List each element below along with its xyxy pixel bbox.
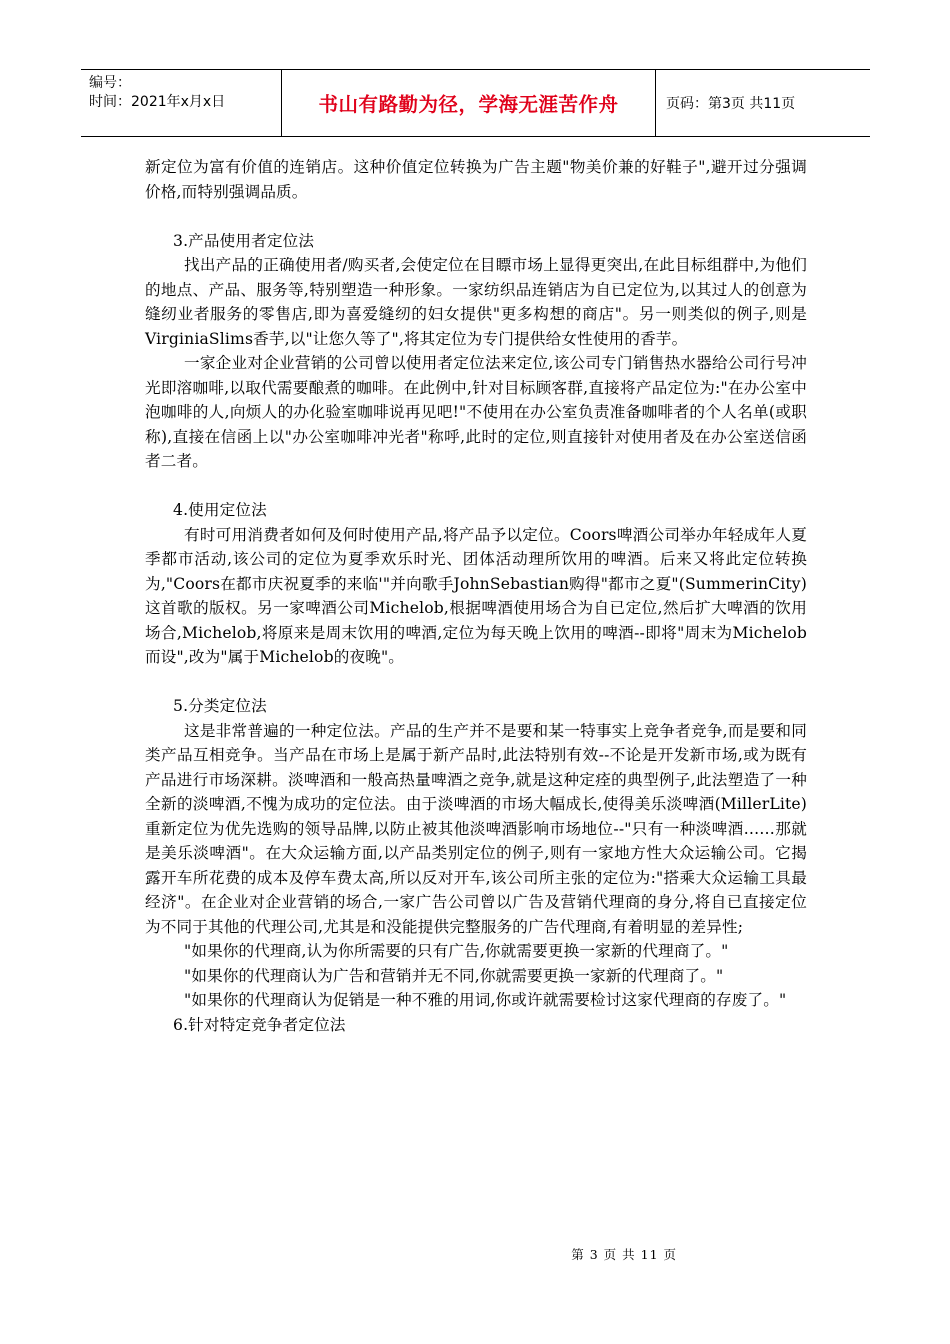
quote-paragraph: "如果你的代理商,认为你所需要的只有广告,你就需要更换一家新的代理商了。": [184, 942, 729, 960]
section-heading: 6.针对特定竞争者定位法: [173, 1015, 346, 1034]
motto-text: 书山有路勤为径，学海无涯苦作舟: [318, 93, 619, 116]
page-number: 第 3 页 共 11 页: [571, 1247, 677, 1262]
body-paragraph: 一家企业对企业营销的公司曾以使用者定位法来定位,该公司专门销售热水器给公司行号冲光即溶咖啡,以取代需要酿煮的咖啡。在此例中,针对目标顾客群,直接将产品定位为:"在办公室中泡咖啡的人,向烦人的办化验室咖啡说再见吧!"不使用在办公室负责准备咖啡者的个人名单(或职称),直接在信函上以"办公室咖啡冲光者"称呼,此时的定位,则直接针对使用者及在办公室送信函者二者。: [145, 354, 807, 470]
header-page-info: [656, 70, 870, 136]
document-date-label: 时间：2021年x月x日: [89, 94, 226, 110]
document-number-label: 编号：: [89, 75, 131, 91]
page-header: [81, 69, 870, 137]
body-paragraph: 这是非常普遍的一种定位法。产品的生产并不是要和某一特事实上竞争者竞争,而是要和同类产品互相竞争。当产品在市场上是属于新产品时,此法特别有效--不论是开发新市场,或为既有产品进行市场深耕。淡啤酒和一般高热量啤酒之竞争,就是这种定痊的典型例子,此法塑造了一种全新的淡啤酒,不愧为成功的定位法。由于淡啤酒的市场大幅成长,使得美乐淡啤酒(MillerLite)重新定位为优先选购的领导品牌,以防止被其他淡啤酒影响市场地位--"只有一种淡啤酒……那就是美乐淡啤酒"。在大众运输方面,以产品类别定位的例子,则有一家地方性大众运输公司。它揭露开车所花费的成本及停车费太高,所以反对开车,该公司所主张的定位为:"搭乘大众运输工具最经济"。在企业对企业营销的场合,一家广告公司曾以广告及营销代理商的身分,将自已直接定位为不同于其他的代理公司,尤其是和没能提供完整服务的广告代理商,有着明显的差异性;: [145, 721, 807, 936]
body-paragraph: 有时可用消费者如何及何时使用产品,将产品予以定位。Coors啤酒公司举办年轻成年人夏季都市活动,该公司的定位为夏季欢乐时光、团体活动理所饮用的啤酒。后来又将此定位转换为,"Coors在都市庆祝夏季的来临'"并向歌手JohnSebastian购得"都市之夏"(SummerinCity)这首歌的版权。另一家啤酒公司Michelob,根据啤酒使用场合为自已定位,然后扩大啤酒的饮用场合,Michelob,将原来是周末饮用的啤酒,定位为每天晚上饮用的啤酒--即将"周末为Michelob而设",改为"属于Michelob的夜晚"。: [145, 525, 807, 666]
section-heading: 5.分类定位法: [173, 697, 267, 715]
body-paragraph: 找出产品的正确使用者/购买者,会使定位在目瞟市场上显得更突出,在此目标组群中,为他们的地点、产品、服务等,特别塑造一种形象。一家纺织品连销店为自已定位为,以其过人的创意为缝纫业者服务的零售店,即为喜爱缝纫的妇女提供"更多构想的商店"。另一则类似的例子,则是VirginiaSlims香芋,以"让您久等了",将其定位为专门提供给女性使用的香芋。: [145, 256, 807, 348]
quote-paragraph: "如果你的代理商认为促销是一种不雅的用词,你或许就需要检讨这家代理商的存废了。": [184, 991, 787, 1009]
page-footer: [0, 1245, 950, 1263]
header-motto: [282, 70, 656, 136]
body-paragraph: 新定位为富有价值的连销店。这种价值定位转换为广告主题"物美价兼的好鞋子",避开过分强调价格,而特别强调品质。: [145, 158, 807, 201]
header-meta: [81, 70, 282, 136]
page-info-text: 页码：第3页 共11页: [666, 96, 796, 112]
section-heading: 4.使用定位法: [173, 501, 267, 519]
quote-paragraph: "如果你的代理商认为广告和营销并无不同,你就需要更换一家新的代理商了。": [184, 966, 724, 985]
document-body: [145, 155, 807, 1037]
section-heading: 3.产品使用者定位法: [173, 231, 315, 250]
